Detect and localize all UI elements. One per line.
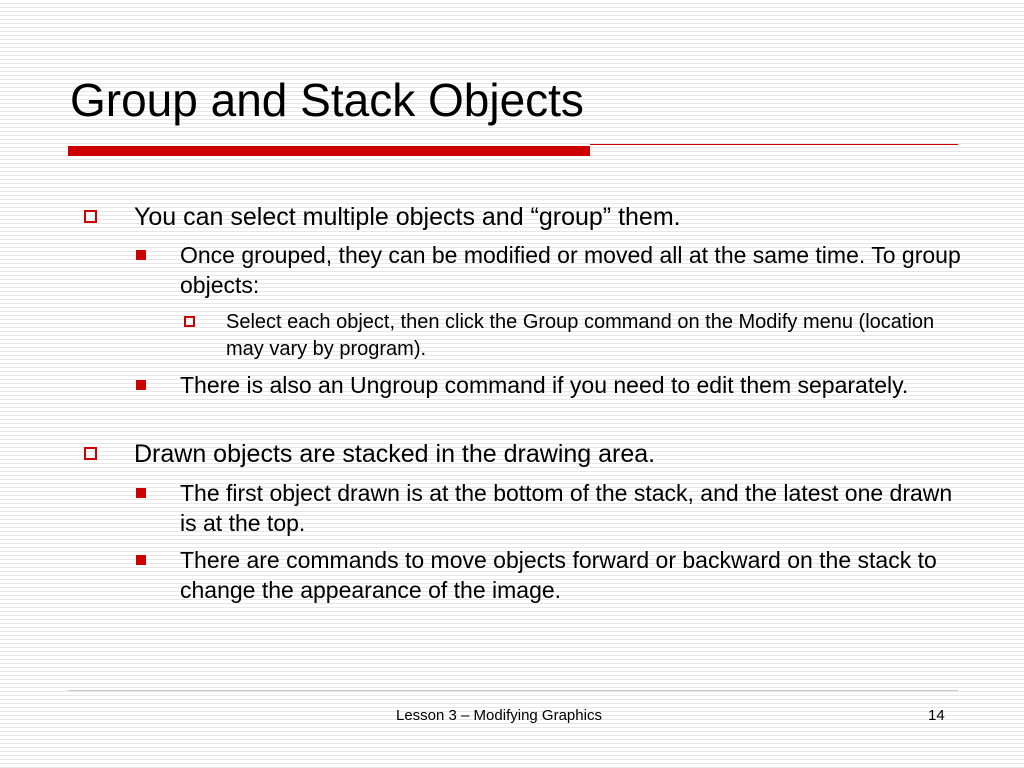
bullet-item-level2 [180,370,970,400]
bullet-text: Drawn objects are stacked in the drawing area. [134,440,656,468]
footer-divider [68,690,958,691]
bullet-text: There is also an Ungroup command if you need to edit them separately. [180,372,909,398]
bullet-item-level1 [134,202,964,232]
title-underline-thin [590,144,958,145]
filled-square-bullet-icon [136,488,146,498]
bullet-item-level1 [134,439,964,469]
filled-square-bullet-icon [136,380,146,390]
hollow-square-bullet-icon [84,210,97,223]
bullet-item-level2 [180,478,970,538]
bullet-text: The first object drawn is at the bottom of the stack, and the latest one drawn is at the top. [180,480,953,536]
bullet-text: You can select multiple objects and “group” them. [134,203,681,231]
bullet-text: Select each object, then click the Group command on the Modify menu (location may vary by program). [226,311,935,360]
footer-page-number: 14 [928,707,945,724]
bullet-item-level2 [180,240,970,300]
filled-square-bullet-icon [136,555,146,565]
slide-title: Group and Stack Objects [70,74,584,126]
bullet-text: There are commands to move objects forward or backward on the stack to change the appearance of the image. [180,547,937,603]
hollow-square-bullet-icon [84,447,97,460]
bullet-text: Once grouped, they can be modified or moved all at the same time. To group objects: [180,242,961,298]
bullet-item-level2 [180,545,970,605]
filled-square-bullet-icon [136,250,146,260]
title-underline-thick [68,146,590,156]
hollow-square-bullet-icon [184,316,195,327]
bullet-item-level3 [226,309,970,363]
footer-lesson-title: Lesson 3 – Modifying Graphics [396,707,602,724]
